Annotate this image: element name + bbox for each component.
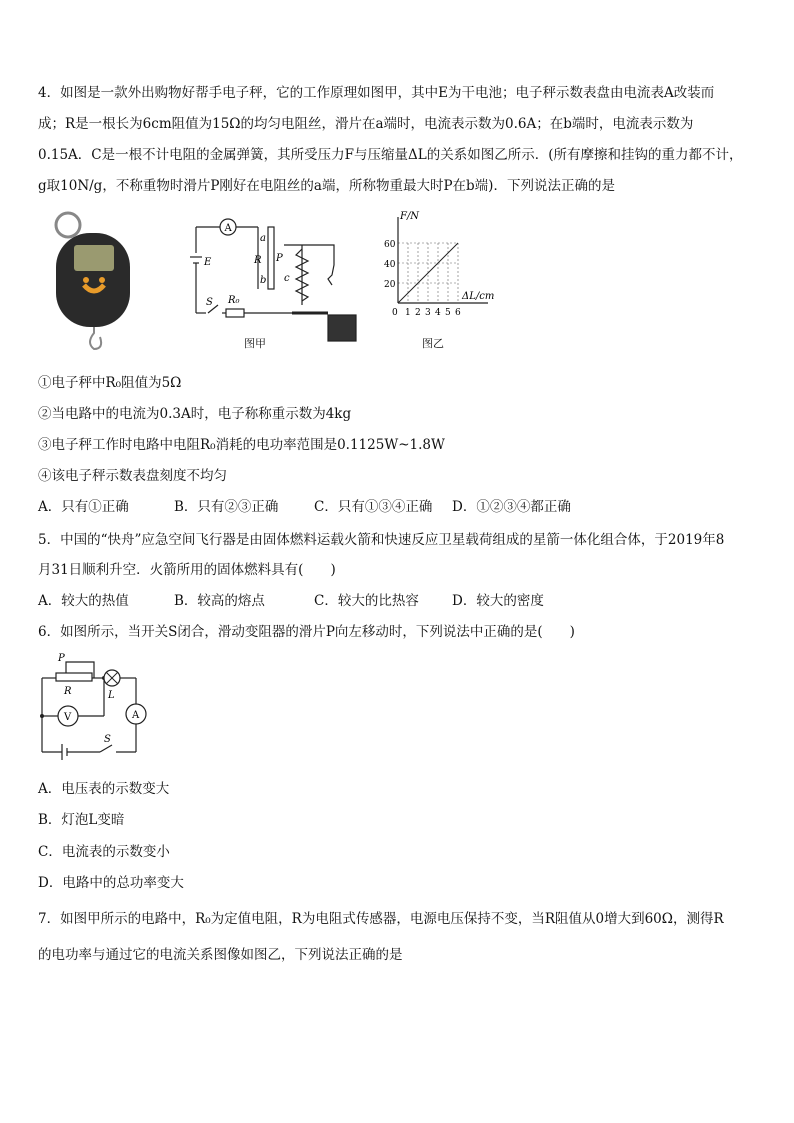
spring-label: c [284, 273, 290, 284]
graph-xtick-2: 2 [415, 308, 421, 318]
graph-xtick-1: 1 [405, 308, 411, 318]
b-end-label: b [260, 275, 267, 286]
q6-option-b[interactable]: B．灯泡L变暗 [38, 812, 125, 828]
q6-text-line-1: 6．如图所示，当开关S闭合，滑动变阻器的滑片P向左移动时，下列说法中正确的是( ) [38, 624, 575, 640]
q6-lamp-label: L [108, 690, 115, 701]
q4-statement-2: ②当电路中的电流为0.3A时，电子称称重示数为4kg [38, 406, 352, 422]
q4-text-line-2: 成；R是一根长为6cm阻值为15Ω的均匀电阻丝，滑片在a端时，电流表示数为0.6A；在b端时，电流表示数为 [38, 116, 694, 132]
battery-label: E [204, 257, 212, 268]
graph-ylabel: F/N [400, 211, 420, 222]
q4-option-a[interactable]: A．只有①正确 [38, 499, 129, 515]
graph-xlabel: ΔL/cm [462, 291, 495, 302]
slider-label: P [276, 253, 283, 264]
force-compression-graph [378, 205, 518, 335]
q6-circuit-diagram [36, 652, 166, 772]
fig-jia-caption: 图甲 [244, 337, 266, 350]
graph-xtick-4: 4 [435, 308, 441, 318]
q6-rheostat-label: R [64, 686, 72, 697]
q4-text-line-3: 0.15A．C是一根不计电阻的金属弹簧，其所受压力F与压缩量ΔL的关系如图乙所示．(所有摩擦和挂钩的重力都不计， [38, 147, 743, 163]
q6-ammeter-label: A [132, 710, 140, 721]
q4-option-c[interactable]: C．只有①③④正确 [314, 499, 433, 515]
graph-xtick-5: 5 [445, 308, 451, 318]
q4-option-b[interactable]: B．只有②③正确 [174, 499, 279, 515]
q7-text-line-1: 7．如图甲所示的电路中，R₀为定值电阻，R为电阻式传感器，电源电压保持不变，当R阻值从0增大到60Ω，测得R [38, 911, 724, 927]
q4-option-d[interactable]: D．①②③④都正确 [452, 499, 571, 515]
resistor-label: R [254, 255, 262, 266]
q6-option-d[interactable]: D．电路中的总功率变大 [38, 875, 184, 891]
q4-figures [38, 205, 578, 355]
graph-ytick-40: 40 [384, 260, 396, 270]
q6-voltmeter-label: V [64, 712, 72, 723]
q6-slider-label: P [58, 653, 65, 664]
q4-text-line-1: 4．如图是一款外出购物好帮手电子秤，它的工作原理如图甲，其中E为干电池；电子秤示数表盘由电流表A改装而 [38, 85, 715, 101]
q6-option-c[interactable]: C．电流表的示数变小 [38, 844, 170, 860]
q5-option-a[interactable]: A．较大的热值 [38, 593, 129, 609]
q5-text-line-2: 月31日顺利升空．火箭所用的固体燃料具有( ) [38, 562, 336, 578]
q5-option-b[interactable]: B．较高的熔点 [174, 593, 265, 609]
graph-xtick-0: 0 [392, 308, 398, 318]
switch-label: S [206, 297, 213, 308]
q5-option-d[interactable]: D．较大的密度 [452, 593, 544, 609]
fig-yi-caption: 图乙 [422, 337, 444, 350]
q4-text-line-4: g取10N/g，不称重物时滑片P刚好在电阻丝的a端，所称物重最大时P在b端)．下列说法正确的是 [38, 178, 615, 194]
q4-statement-4: ④该电子秤示数表盘刻度不均匀 [38, 468, 227, 484]
circuit-diagram-jia [188, 205, 368, 355]
q7-text-line-2: 的电功率与通过它的电流关系图像如图乙，下列说法正确的是 [38, 947, 403, 963]
graph-ytick-60: 60 [384, 240, 396, 250]
q6-option-a[interactable]: A．电压表的示数变大 [38, 781, 170, 797]
graph-ytick-20: 20 [384, 280, 396, 290]
q4-statement-1: ①电子秤中R₀阻值为5Ω [38, 375, 182, 391]
a-end-label: a [260, 233, 266, 244]
electronic-scale-image [38, 205, 158, 355]
q6-switch-label: S [104, 734, 111, 745]
q5-text-line-1: 5．中国的“快舟”应急空间飞行器是由固体燃料运载火箭和快速反应卫星载荷组成的星箭一体化组合体，于2019年8 [38, 532, 725, 548]
r0-label: R₀ [228, 295, 240, 306]
graph-xtick-6: 6 [455, 308, 461, 318]
q4-statement-3: ③电子秤工作时电路中电阻R₀消耗的电功率范围是0.1125W~1.8W [38, 437, 445, 453]
ammeter-label: A [224, 223, 232, 234]
q5-option-c[interactable]: C．较大的比热容 [314, 593, 419, 609]
graph-xtick-3: 3 [425, 308, 431, 318]
